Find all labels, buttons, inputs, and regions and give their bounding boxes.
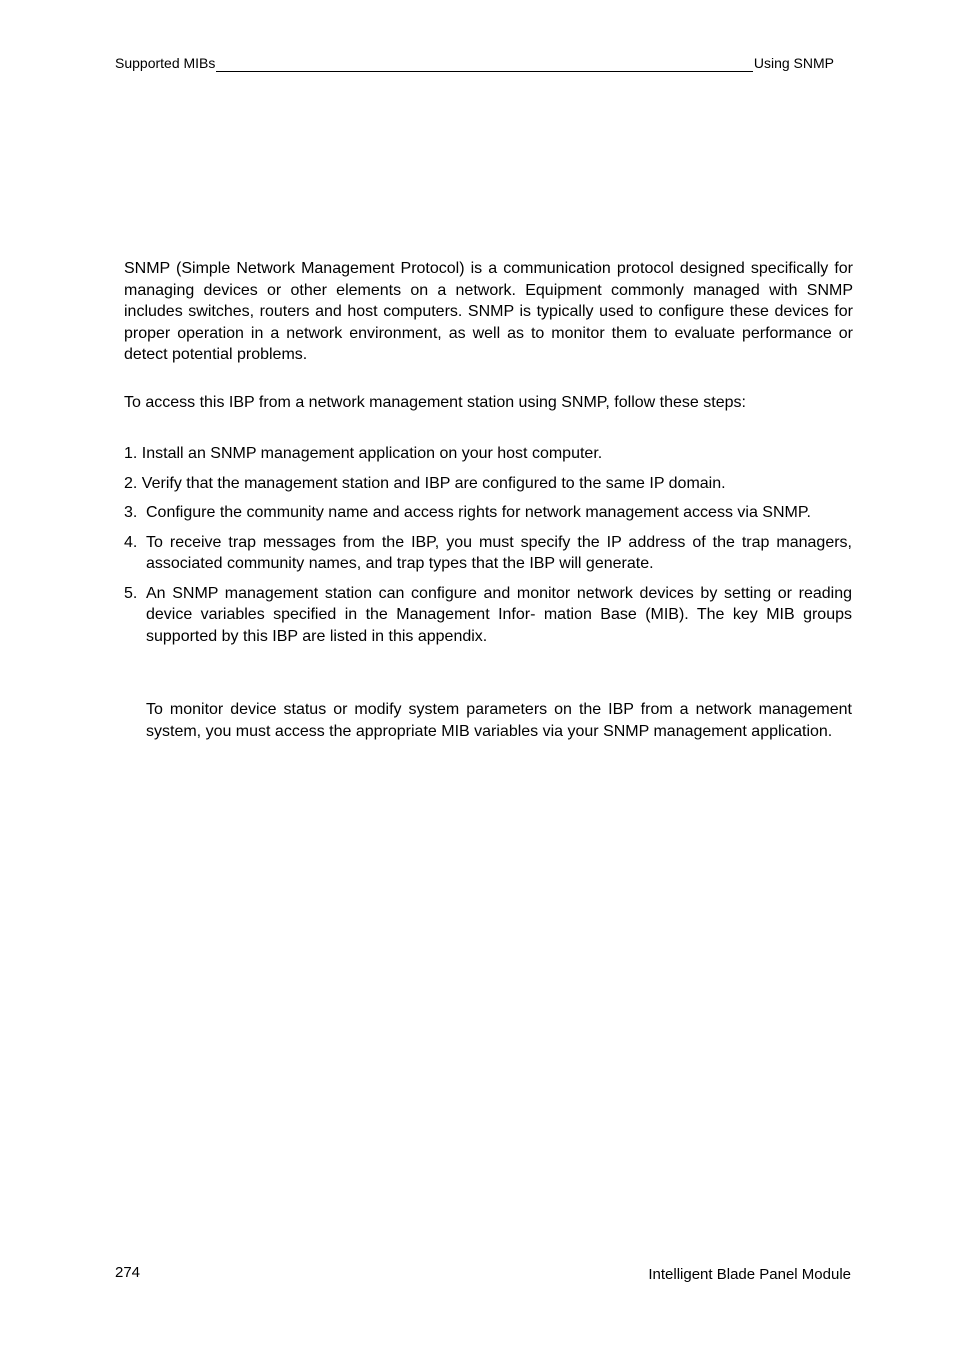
steps-lead-paragraph: To access this IBP from a network management station using SNMP, follow these steps: [124,394,746,411]
step-text: An SNMP management station can configure and monitor network devices by setting or reading device variables specified in the Management Infor- mation Base (MIB). The key MIB groups supported by this IBP are listed in this appendix. [146,584,852,645]
step-number: 2. [124,474,138,492]
footer-title: Intelligent Blade Panel Module [648,1266,851,1283]
header-section-title: Supported MIBs [115,55,216,71]
note-paragraph: To monitor device status or modify system parameters on the IBP from a network management system, you must access the appropriate MIB variables via your SNMP management application. [146,701,852,740]
step-text: Configure the community name and access rights for network management access via SNMP. [146,504,811,521]
header-rule [216,56,752,72]
step-number: 4. [124,533,138,551]
list-item [124,443,852,465]
step-number: 5. [124,584,138,602]
step-number: 1. [124,445,138,462]
running-header [115,54,834,72]
list-item [124,473,852,495]
header-chapter-title: Using SNMP [753,55,834,71]
step-text: Install an SNMP management application on your host computer. [141,445,603,462]
list-item [124,502,852,524]
step-text: To receive trap messages from the IBP, you must specify the IP address of the trap managers, associated community names, and trap types that the IBP will generate. [146,533,852,572]
list-item [124,532,852,575]
list-item [124,583,852,648]
steps-list [124,443,852,655]
intro-paragraph: SNMP (Simple Network Management Protocol) is a communication protocol designed specifically for managing devices or other elements on a network. Equipment commonly managed with SNMP includes switches, routers and host computers. SNMP is typically used to configure these devices for proper operation in a network environment, as well as to monitor them to evaluate performance or detect potential problems. [124,260,853,363]
step-number: 3. [124,504,138,521]
page-number: 274 [115,1264,141,1281]
step-text: Verify that the management station and IBP are configured to the same IP domain. [141,474,726,492]
